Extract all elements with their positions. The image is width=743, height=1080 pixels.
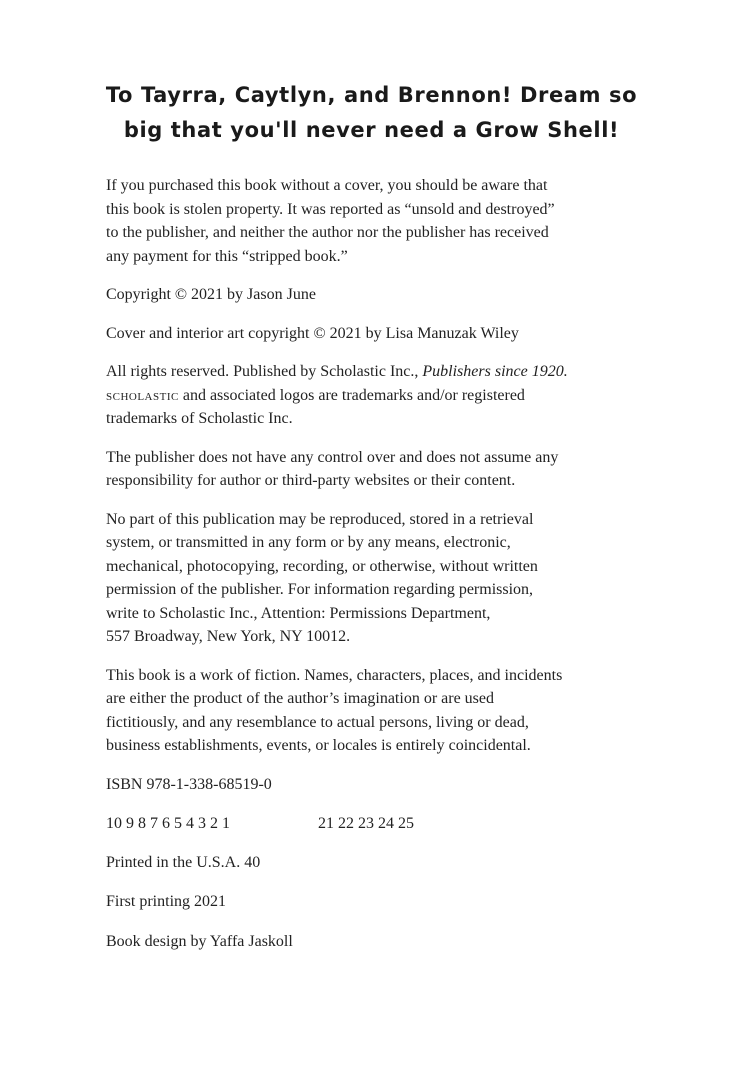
reproduction-notice: [106, 508, 636, 649]
printing-numbers: 10 9 8 7 6 5 4 3 2 1: [106, 815, 230, 832]
scholastic-brand: scholastic: [106, 386, 179, 404]
rights-reserved: [106, 360, 636, 431]
rights-line-1-prefix: All rights reserved. Published by Scholastic Inc.,: [106, 363, 423, 380]
copyright-body: [106, 174, 636, 968]
fiction-line-1: This book is a work of fiction. Names, characters, places, and incidents: [106, 666, 563, 684]
fiction-notice: [106, 664, 636, 758]
stripped-book-notice: [106, 174, 636, 268]
copyright-line: Copyright © 2021 by Jason June: [106, 286, 316, 303]
rights-line-1: [106, 360, 636, 384]
book-design-line: Book design by Yaffa Jaskoll: [106, 932, 293, 950]
stripped-notice-line-3: to the publisher, and neither the author nor the publisher has received: [106, 224, 549, 241]
disclaimer-line-2: responsibility for author or third-party websites or their content.: [106, 472, 516, 489]
rights-line-3: trademarks of Scholastic Inc.: [106, 410, 293, 427]
fiction-line-2: are either the product of the author’s imagination or are used: [106, 690, 495, 707]
rights-line-2: [106, 384, 636, 408]
reproduction-line-2: system, or transmitted in any form or by any means, electronic,: [106, 534, 511, 551]
fiction-line-4: business establishments, events, or locales is entirely coincidental.: [106, 737, 531, 754]
first-printing-line: First printing 2021: [106, 893, 227, 910]
publisher-disclaimer: [106, 446, 636, 493]
art-copyright-line: Cover and interior art copyright © 2021 by Lisa Manuzak Wiley: [106, 324, 519, 342]
dedication-line-1: To Tayrra, Caytlyn, and Brennon! Dream so: [105, 83, 638, 107]
stripped-notice-line-2: this book is stolen property. It was reported as “unsold and destroyed”: [106, 200, 555, 218]
isbn-line: ISBN 978-1-338-68519-0: [106, 775, 272, 793]
reproduction-line-6: 557 Broadway, New York, NY 10012.: [106, 628, 351, 645]
year-numbers: 21 22 23 24 25: [318, 815, 414, 832]
stripped-notice-line-4: any payment for this “stripped book.”: [106, 247, 348, 265]
stripped-notice-line-1: If you purchased this book without a cover, you should be aware that: [106, 177, 548, 194]
reproduction-line-3: mechanical, photocopying, recording, or otherwise, without written: [106, 557, 538, 575]
publishers-since-text: Publishers since 1920.: [422, 363, 568, 380]
reproduction-line-4: permission of the publisher. For information regarding permission,: [106, 581, 534, 598]
reproduction-line-1: No part of this publication may be reproduced, stored in a retrieval: [106, 510, 534, 528]
fiction-line-3: fictitiously, and any resemblance to actual persons, living or dead,: [106, 713, 529, 731]
rights-line-2-rest: and associated logos are trademarks and/or registered: [178, 386, 525, 404]
printed-in-line: Printed in the U.S.A. 40: [106, 853, 261, 871]
dedication: [60, 78, 683, 148]
disclaimer-line-1: The publisher does not have any control over and does not assume any: [106, 448, 559, 466]
printing-numbers-row: [106, 812, 636, 836]
dedication-line-2: big that you'll never need a Grow Shell!: [123, 118, 620, 142]
reproduction-line-5: write to Scholastic Inc., Attention: Permissions Department,: [106, 604, 491, 622]
